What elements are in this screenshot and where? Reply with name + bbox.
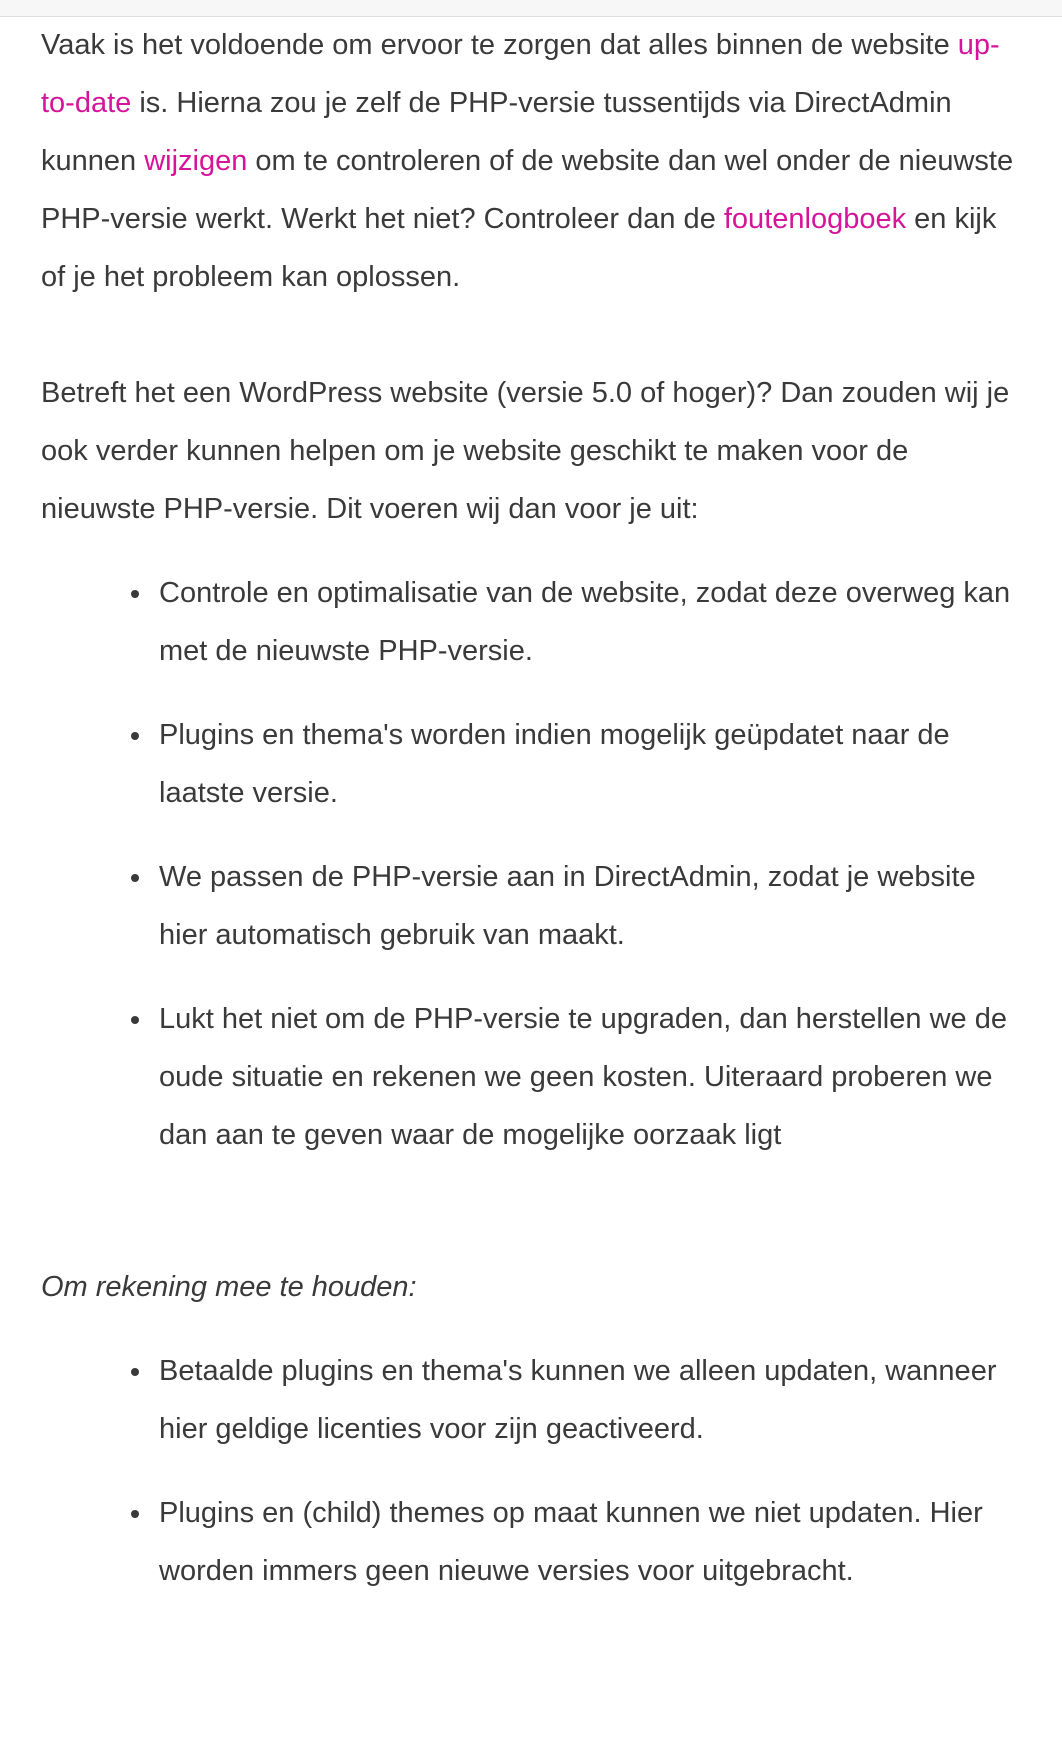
list-item (159, 564, 1020, 680)
list-item (159, 1342, 1020, 1458)
bullet-icon (131, 1016, 139, 1024)
list-item (159, 706, 1020, 822)
intro-paragraph (41, 16, 1020, 306)
list-item-text: Betaalde plugins en thema's kunnen we alleen updaten, wanneer hier geldige licenties voor zijn geactiveerd. (159, 1355, 997, 1445)
note-heading: Om rekening mee te houden: (41, 1271, 417, 1303)
wordpress-paragraph: Betreft het een WordPress website (versie 5.0 of hoger)? Dan zouden wij je ook verder kunnen helpen om je website geschikt te maken voor de nieuwste PHP-versie. Dit voeren wij dan voor je uit: (41, 377, 1010, 525)
article-content (0, 16, 1062, 1600)
list-item (159, 1484, 1020, 1600)
note-list (41, 1342, 1020, 1600)
foutenlogboek-link[interactable]: foutenlogboek (723, 203, 907, 235)
top-edge-bar (0, 0, 1062, 17)
bullet-icon (131, 1368, 139, 1376)
list-item-text: Lukt het niet om de PHP-versie te upgraden, dan herstellen we de oude situatie en rekenen we geen kosten. Uiteraard proberen we dan aan te geven waar de mogelijke oorzaak ligt (159, 1003, 1007, 1151)
list-item (159, 990, 1020, 1164)
bullet-icon (131, 732, 139, 740)
list-item-text: Plugins en (child) themes op maat kunnen we niet updaten. Hier worden immers geen nieuwe versies voor uitgebracht. (159, 1497, 983, 1587)
list-item (159, 848, 1020, 964)
up-to-date-link[interactable]: up-to-date (41, 29, 1000, 119)
bullet-icon (131, 590, 139, 598)
intro-text-4: en kijk of je het probleem kan oplossen. (41, 203, 997, 293)
wijzigen-link[interactable]: wijzigen (144, 145, 248, 177)
service-list (41, 564, 1020, 1164)
bullet-icon (131, 874, 139, 882)
list-item-text: Plugins en thema's worden indien mogelijk geüpdatet naar de laatste versie. (159, 719, 950, 809)
intro-text-2: is. Hierna zou je zelf de PHP-versie tussentijds via DirectAdmin kunnen (41, 87, 952, 177)
intro-text-3: om te controleren of de website dan wel onder de nieuwste PHP-versie werkt. Werkt het niet? Controleer dan de (41, 145, 1014, 235)
intro-text-1: Vaak is het voldoende om ervoor te zorgen dat alles binnen de website (41, 29, 958, 61)
list-item-text: We passen de PHP-versie aan in DirectAdmin, zodat je website hier automatisch gebruik van maakt. (159, 861, 976, 951)
list-item-text: Controle en optimalisatie van de website, zodat deze overweg kan met de nieuwste PHP-versie. (159, 577, 1011, 667)
bullet-icon (131, 1510, 139, 1518)
